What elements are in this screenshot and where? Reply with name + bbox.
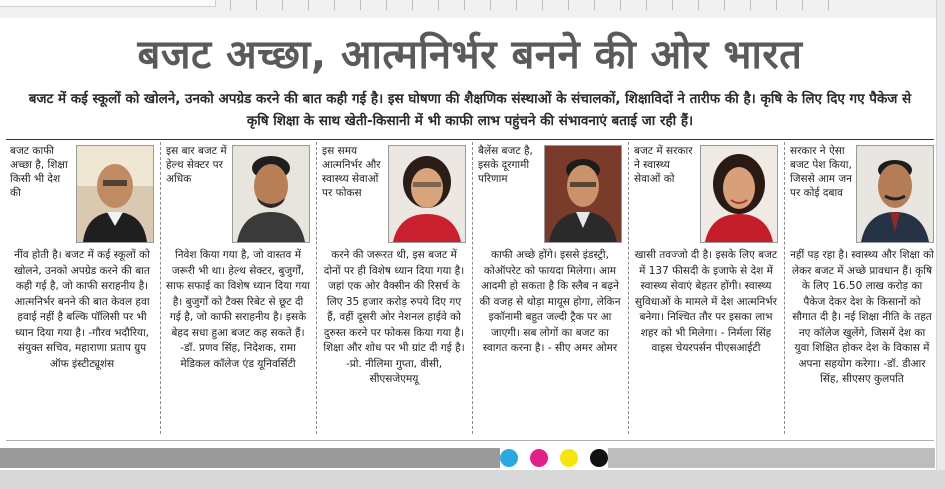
photo-male-portrait-3: [544, 145, 622, 243]
strip-tick: [516, 0, 517, 10]
quote-column-2: [162, 142, 312, 434]
intro-paragraph: बजट में कई स्कूलों को खोलने, उनको अपग्रेड करने की बात कही गई है। इस घोषणा की शैक्षणिक संस्थाओं के संचालकों, शिक्षाविदों ने तारीफ की है। कृषि के लिए दिए गए पैकेज से कृषि शिक्षा के साथ खेती-किसानी में भी काफी लाभ पहुंचने की संभावनाएं बताई जा रही हैं।: [28, 91, 912, 129]
column-body-text: खासी तवज्जो दी है। इसके लिए बजट में 137 फीसदी के इजाफे से देश में स्वास्थ्य सेवाएं बेहतर होंगी। स्वास्थ्य सुविधाओं के मामले में देश आत्मनिर्भर बनेगा। निश्चित तौर पर इसका लाभ शहर को भी मिलेगा। - निर्मला सिंह वाइस चेयरपर्सन पीएसआईटी: [634, 249, 778, 354]
column-body-text: निवेश किया गया है, जो वास्तव में जरूरी भी था। हेल्थ सेक्टर, बुजुर्गों, साफ सफाई का विशेष ध्यान दिया गया है। बुजुर्गों को टैक्स रिबेट से छूट दी गई है, जो काफी सराहनीय है। इसके बेहद सधा हुआ बजट कह सकते हैं। -डॉ. प्रणव सिंह, निदेशक, रामा मेडिकल कॉलेज एंड यूनिवर्सिटी: [166, 249, 310, 370]
photo-male-portrait-4: [856, 145, 934, 243]
column-divider: [472, 142, 473, 434]
strip-tick: [646, 0, 647, 10]
column-lead-text: बजट में सरकार ने स्वास्थ्य सेवाओं को: [634, 145, 693, 185]
column-lead-text: इस बार बजट में हेल्थ सेक्टर पर अधिक: [166, 145, 227, 185]
column-divider: [784, 142, 785, 434]
column-lead-text: सरकार ने ऐसा बजट पेश किया, जिससे आम जन पर कोई दबाव: [790, 145, 852, 199]
strip-tick: [334, 0, 335, 10]
column-lead-text: बजट काफी अच्छा है, शिक्षा किसी भी देश की: [10, 145, 68, 199]
strip-tick: [412, 0, 413, 10]
bottom-bar: [0, 470, 945, 489]
column-lead-text: बैलेंस बजट है, इसके दूरगामी परिणाम: [478, 145, 533, 185]
black-dot: [590, 449, 608, 467]
column-body-text: काफी अच्छे होंगे। इससे इंडस्ट्री, कोऑपरेट को फायदा मिलेगा। आम आदमी हो सकता है कि स्लैब न बढ़ने की वजह से थोड़ा मायूस होगा, लेकिन इकॉनामी बहुत जल्दी ट्रैक पर आ जाएगी। सब लोगों का बजट का स्वागत करना है। - सीए अमर ओमर: [479, 249, 621, 354]
photo-male-portrait-1: [76, 145, 154, 243]
headline-rule: [6, 139, 934, 140]
column-lead-text: इस समय आत्मनिर्भर और स्वास्थ्य सेवाओं पर फोकस: [322, 145, 381, 199]
strip-tick: [828, 0, 829, 10]
gray-band-left: [0, 448, 500, 468]
yellow-dot: [560, 449, 578, 467]
strip-tick: [464, 0, 465, 10]
strip-tick: [438, 0, 439, 10]
column-divider: [316, 142, 317, 434]
strip-tick: [386, 0, 387, 10]
column-divider: [628, 142, 629, 434]
magenta-dot: [530, 449, 548, 467]
registration-marks: [500, 448, 608, 468]
bottom-rule: [6, 440, 934, 441]
photo-female-portrait-2: [700, 145, 778, 243]
quote-column-5: [630, 142, 780, 434]
photo-male-portrait-2: [232, 145, 310, 243]
strip-tick: [698, 0, 699, 10]
top-clipped-box: [0, 0, 216, 7]
column-divider: [160, 142, 161, 434]
right-edge: [936, 0, 945, 489]
quote-column-6: [786, 142, 936, 434]
strip-tick: [594, 0, 595, 10]
strip-tick: [750, 0, 751, 10]
strip-tick: [360, 0, 361, 10]
strip-tick: [230, 0, 231, 10]
quote-column-4: [474, 142, 624, 434]
strip-tick: [802, 0, 803, 10]
quote-column-3: [318, 142, 468, 434]
headline: बजट अच्छा, आत्मनिर्भर बनने की ओर भारत: [137, 32, 803, 78]
strip-tick: [672, 0, 673, 10]
strip-tick: [724, 0, 725, 10]
photo-female-portrait-1: [388, 145, 466, 243]
strip-tick: [620, 0, 621, 10]
quote-column-1: [6, 142, 156, 434]
strip-tick: [542, 0, 543, 10]
gray-band-right: [608, 448, 935, 468]
top-strip: [0, 0, 945, 18]
strip-tick: [282, 0, 283, 10]
strip-tick: [256, 0, 257, 10]
strip-tick: [568, 0, 569, 10]
strip-tick: [308, 0, 309, 10]
column-body-text: नींव होती है। बजट में कई स्कूलों को खोलने, उनको अपग्रेड करने की बात कही गई है, जो काफी सराहनीय है। आत्मनिर्भर बनने की बात केवल हवा हवाई नहीं है बल्कि पॉलिसी पर भी ध्यान दिया गया है। -गौरव भदौरिया, संयुक्त सचिव, महाराणा प्रताप ग्रुप ऑफ इंस्टीट्यूशंस: [14, 249, 150, 370]
cyan-dot: [500, 449, 518, 467]
strip-tick: [776, 0, 777, 10]
column-body-text: करने की जरूरत थी, इस बजट में दोनों पर ही विशेष ध्यान दिया गया है। जहां एक ओर वैक्सीन की रिसर्च के लिए 35 हजार करोड़ रुपये दिए गए हैं, वहीं दूसरी ओर नेशनल हाईवे को दुरुस्त करने पर फोकस किया गया है। शिक्षा और शोध पर भी ग्रांट दी गई है। -प्रो. नीलिमा गुप्ता, वीसी, सीएसजेएमयू: [323, 249, 465, 385]
column-body-text: नहीं पड़ रहा है। स्वास्थ्य और शिक्षा को लेकर बजट में अच्छे प्रावधान हैं। कृषि के लिए 16.50 लाख करोड़ का पैकेज देकर देश के किसानों को सौगात दी है। नई शिक्षा नीति के तहत नए कॉलेज खुलेंगे, जिसमें देश का युवा शिक्षित होकर देश के विकास में अपना सहयोग करेगा। -डॉ. डीआर सिंह, सीएसए कुलपति: [790, 249, 934, 385]
strip-tick: [490, 0, 491, 10]
